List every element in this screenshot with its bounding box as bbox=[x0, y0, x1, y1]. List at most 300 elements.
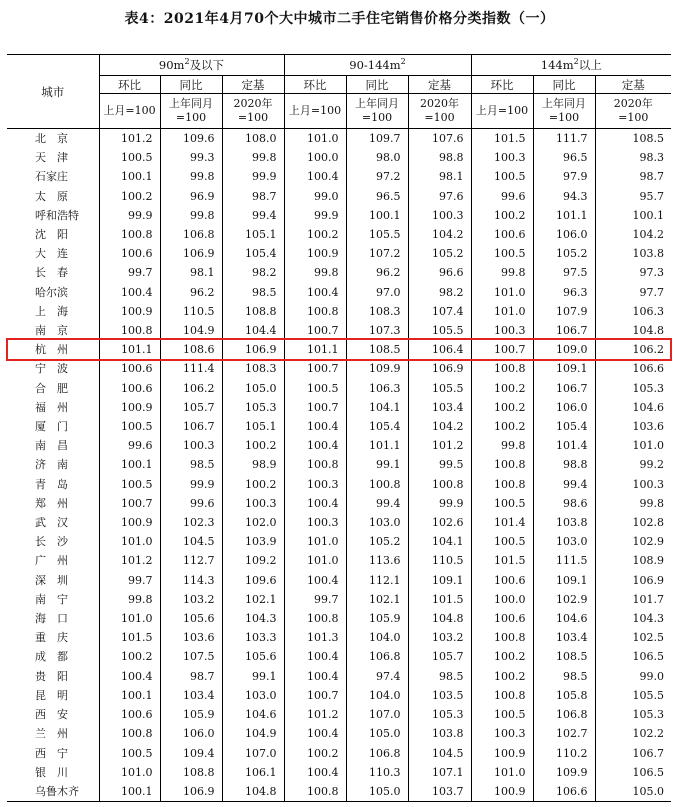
index-value: 98.1 bbox=[160, 263, 222, 282]
index-value: 104.8 bbox=[408, 609, 471, 628]
index-value: 100.4 bbox=[99, 283, 160, 302]
index-value: 101.1 bbox=[346, 436, 408, 455]
index-value: 100.7 bbox=[284, 321, 346, 340]
index-value: 109.2 bbox=[222, 551, 284, 570]
city-name: 郑 州 bbox=[35, 496, 68, 510]
index-value: 106.8 bbox=[346, 647, 408, 666]
table-row bbox=[7, 148, 671, 167]
index-value: 103.3 bbox=[222, 628, 284, 647]
index-value: 101.7 bbox=[595, 590, 671, 609]
city-name: 南 昌 bbox=[35, 439, 68, 453]
index-value: 106.2 bbox=[595, 340, 671, 359]
table-row bbox=[7, 225, 671, 244]
index-value: 100.1 bbox=[99, 782, 160, 802]
index-value: 99.2 bbox=[595, 455, 671, 474]
index-value: 105.4 bbox=[346, 417, 408, 436]
index-value: 105.3 bbox=[222, 398, 284, 417]
index-value: 108.9 bbox=[595, 551, 671, 570]
index-value: 108.0 bbox=[222, 129, 284, 149]
index-value: 100.5 bbox=[99, 475, 160, 494]
index-value: 99.7 bbox=[284, 590, 346, 609]
index-value: 106.5 bbox=[595, 763, 671, 782]
index-value: 105.5 bbox=[346, 225, 408, 244]
index-value: 100.0 bbox=[284, 148, 346, 167]
index-value: 112.1 bbox=[346, 571, 408, 590]
index-value: 106.0 bbox=[160, 724, 222, 743]
base-header-1: 上年同月 =100 bbox=[160, 94, 222, 129]
index-value: 100.5 bbox=[471, 167, 533, 186]
index-value: 101.0 bbox=[471, 283, 533, 302]
index-value: 100.5 bbox=[471, 532, 533, 551]
index-value: 99.1 bbox=[346, 455, 408, 474]
index-value: 99.0 bbox=[595, 667, 671, 686]
index-value: 99.8 bbox=[595, 494, 671, 513]
table-row bbox=[7, 590, 671, 609]
index-value: 105.2 bbox=[408, 244, 471, 263]
index-value: 109.7 bbox=[346, 129, 408, 149]
index-value: 103.6 bbox=[595, 417, 671, 436]
city-name: 武 汉 bbox=[35, 516, 68, 530]
index-value: 102.6 bbox=[408, 513, 471, 532]
index-value: 101.5 bbox=[408, 590, 471, 609]
table-row bbox=[7, 436, 671, 455]
index-value: 101.2 bbox=[284, 705, 346, 724]
index-value: 100.8 bbox=[471, 475, 533, 494]
index-value: 102.9 bbox=[533, 590, 595, 609]
index-value: 101.0 bbox=[471, 763, 533, 782]
index-value: 98.5 bbox=[222, 283, 284, 302]
index-value: 101.1 bbox=[284, 340, 346, 359]
index-value: 104.4 bbox=[222, 321, 284, 340]
index-value: 108.8 bbox=[160, 763, 222, 782]
index-value: 101.1 bbox=[99, 340, 160, 359]
index-value: 100.3 bbox=[284, 475, 346, 494]
index-value: 102.8 bbox=[595, 513, 671, 532]
index-value: 101.2 bbox=[99, 551, 160, 570]
base-header-2: 2020年 =100 bbox=[222, 94, 284, 129]
index-value: 106.6 bbox=[595, 359, 671, 378]
index-value: 100.5 bbox=[471, 705, 533, 724]
index-value: 111.5 bbox=[533, 551, 595, 570]
index-value: 105.3 bbox=[595, 705, 671, 724]
index-value: 107.2 bbox=[346, 244, 408, 263]
index-value: 96.3 bbox=[533, 283, 595, 302]
index-value: 100.3 bbox=[408, 206, 471, 225]
table-row bbox=[7, 513, 671, 532]
city-name: 长 沙 bbox=[35, 535, 68, 549]
index-value: 100.5 bbox=[99, 744, 160, 763]
index-value: 110.5 bbox=[408, 551, 471, 570]
index-value: 100.2 bbox=[222, 475, 284, 494]
table-row bbox=[7, 455, 671, 474]
index-value: 102.5 bbox=[595, 628, 671, 647]
index-value: 109.9 bbox=[346, 359, 408, 378]
index-value: 100.5 bbox=[471, 494, 533, 513]
index-value: 105.1 bbox=[222, 417, 284, 436]
sub-header-1: 同比 bbox=[346, 76, 408, 94]
base-header-0: 上月=100 bbox=[284, 94, 346, 129]
index-value: 98.6 bbox=[533, 494, 595, 513]
index-value: 101.1 bbox=[533, 206, 595, 225]
index-value: 100.9 bbox=[99, 398, 160, 417]
table-row bbox=[7, 782, 671, 802]
table-row bbox=[7, 686, 671, 705]
index-value: 100.1 bbox=[595, 206, 671, 225]
group-header-medium: $90-144m^2$ bbox=[284, 55, 471, 76]
index-value: 105.8 bbox=[533, 686, 595, 705]
index-value: 100.2 bbox=[471, 206, 533, 225]
index-value: 104.2 bbox=[408, 225, 471, 244]
table-row bbox=[7, 263, 671, 282]
index-value: 100.2 bbox=[471, 398, 533, 417]
index-value: 101.0 bbox=[99, 763, 160, 782]
index-value: 100.9 bbox=[99, 302, 160, 321]
index-value: 99.8 bbox=[471, 263, 533, 282]
index-value: 106.9 bbox=[222, 340, 284, 359]
index-value: 105.0 bbox=[222, 379, 284, 398]
table-row bbox=[7, 244, 671, 263]
index-value: 100.4 bbox=[284, 417, 346, 436]
index-value: 102.2 bbox=[595, 724, 671, 743]
index-value: 103.7 bbox=[408, 782, 471, 802]
index-value: 100.7 bbox=[284, 686, 346, 705]
group-header-large: $144m^2$以上 bbox=[471, 55, 671, 76]
index-value: 99.1 bbox=[222, 667, 284, 686]
table-row bbox=[7, 359, 671, 378]
index-value: 106.3 bbox=[346, 379, 408, 398]
table-row bbox=[7, 340, 671, 359]
index-value: 106.9 bbox=[160, 782, 222, 802]
index-value: 103.2 bbox=[160, 590, 222, 609]
index-value: 105.4 bbox=[222, 244, 284, 263]
base-header-2: 2020年 =100 bbox=[595, 94, 671, 129]
index-value: 106.0 bbox=[533, 225, 595, 244]
index-value: 103.9 bbox=[222, 532, 284, 551]
index-value: 104.1 bbox=[408, 532, 471, 551]
index-value: 98.9 bbox=[222, 455, 284, 474]
index-value: 103.8 bbox=[595, 244, 671, 263]
index-value: 98.5 bbox=[408, 667, 471, 686]
sub-header-2: 定基 bbox=[408, 76, 471, 94]
index-value: 103.4 bbox=[408, 398, 471, 417]
index-value: 98.7 bbox=[160, 667, 222, 686]
index-value: 104.1 bbox=[346, 398, 408, 417]
index-value: 100.6 bbox=[99, 359, 160, 378]
index-value: 106.9 bbox=[595, 571, 671, 590]
city-name: 沈 阳 bbox=[35, 228, 68, 242]
index-value: 100.3 bbox=[284, 513, 346, 532]
index-value: 106.0 bbox=[533, 398, 595, 417]
index-value: 102.0 bbox=[222, 513, 284, 532]
index-value: 98.2 bbox=[408, 283, 471, 302]
table-row bbox=[7, 475, 671, 494]
index-value: 105.6 bbox=[222, 647, 284, 666]
index-value: 109.6 bbox=[160, 129, 222, 149]
city-name: 海 口 bbox=[35, 612, 68, 626]
index-value: 108.5 bbox=[595, 129, 671, 149]
sub-header-2: 定基 bbox=[222, 76, 284, 94]
index-value: 101.3 bbox=[284, 628, 346, 647]
index-value: 100.2 bbox=[471, 667, 533, 686]
table-row bbox=[7, 724, 671, 743]
index-value: 97.5 bbox=[533, 263, 595, 282]
index-value: 100.4 bbox=[284, 283, 346, 302]
index-value: 105.7 bbox=[408, 647, 471, 666]
index-value: 100.9 bbox=[99, 513, 160, 532]
index-value: 101.4 bbox=[471, 513, 533, 532]
city-name: 哈尔滨 bbox=[35, 285, 68, 299]
index-value: 98.5 bbox=[160, 455, 222, 474]
base-header-2: 2020年 =100 bbox=[408, 94, 471, 129]
table-row bbox=[7, 609, 671, 628]
index-value: 97.0 bbox=[346, 283, 408, 302]
index-value: 100.8 bbox=[284, 455, 346, 474]
city-name: 合 肥 bbox=[35, 381, 68, 395]
index-value: 100.6 bbox=[99, 705, 160, 724]
city-name: 昆 明 bbox=[35, 688, 68, 702]
index-value: 106.7 bbox=[160, 417, 222, 436]
index-value: 106.8 bbox=[346, 744, 408, 763]
index-value: 100.8 bbox=[471, 686, 533, 705]
index-value: 107.1 bbox=[408, 763, 471, 782]
sub-header-1: 同比 bbox=[533, 76, 595, 94]
index-value: 100.3 bbox=[471, 321, 533, 340]
index-value: 99.8 bbox=[284, 263, 346, 282]
index-value: 109.0 bbox=[533, 340, 595, 359]
index-value: 106.7 bbox=[533, 379, 595, 398]
city-name: 兰 州 bbox=[35, 727, 68, 741]
index-value: 105.9 bbox=[160, 705, 222, 724]
index-value: 108.3 bbox=[222, 359, 284, 378]
index-value: 106.7 bbox=[533, 321, 595, 340]
index-value: 104.6 bbox=[595, 398, 671, 417]
city-name: 石家庄 bbox=[35, 170, 68, 184]
index-value: 103.4 bbox=[160, 686, 222, 705]
index-value: 106.7 bbox=[595, 744, 671, 763]
group-header-small: $90m^2$及以下 bbox=[99, 55, 284, 76]
index-value: 100.3 bbox=[222, 494, 284, 513]
index-value: 99.6 bbox=[160, 494, 222, 513]
sub-header-0: 环比 bbox=[471, 76, 533, 94]
index-value: 105.0 bbox=[346, 782, 408, 802]
index-value: 106.9 bbox=[408, 359, 471, 378]
index-value: 107.0 bbox=[346, 705, 408, 724]
city-name: 杭 州 bbox=[35, 343, 68, 357]
index-value: 109.1 bbox=[533, 571, 595, 590]
table-row bbox=[7, 417, 671, 436]
city-name: 上 海 bbox=[35, 304, 68, 318]
index-value: 96.2 bbox=[160, 283, 222, 302]
index-value: 100.8 bbox=[471, 628, 533, 647]
index-value: 104.0 bbox=[346, 628, 408, 647]
index-value: 100.6 bbox=[99, 379, 160, 398]
index-value: 105.0 bbox=[595, 782, 671, 802]
index-value: 101.0 bbox=[471, 302, 533, 321]
index-value: 109.1 bbox=[533, 359, 595, 378]
index-value: 101.5 bbox=[471, 551, 533, 570]
index-value: 105.7 bbox=[160, 398, 222, 417]
index-value: 106.8 bbox=[533, 705, 595, 724]
index-value: 100.3 bbox=[471, 148, 533, 167]
index-value: 100.2 bbox=[471, 379, 533, 398]
index-value: 94.3 bbox=[533, 187, 595, 206]
city-name: 乌鲁木齐 bbox=[7, 782, 99, 802]
price-index-table bbox=[7, 54, 671, 802]
city-name: 贵 阳 bbox=[35, 669, 68, 683]
index-value: 100.3 bbox=[471, 724, 533, 743]
index-value: 96.9 bbox=[160, 187, 222, 206]
index-value: 106.2 bbox=[160, 379, 222, 398]
index-value: 103.0 bbox=[222, 686, 284, 705]
index-value: 98.8 bbox=[533, 455, 595, 474]
index-value: 104.5 bbox=[160, 532, 222, 551]
index-value: 99.4 bbox=[346, 494, 408, 513]
table-row bbox=[7, 129, 671, 149]
index-value: 97.3 bbox=[595, 263, 671, 282]
index-value: 100.1 bbox=[99, 167, 160, 186]
index-value: 100.9 bbox=[471, 782, 533, 802]
base-header-0: 上月=100 bbox=[471, 94, 533, 129]
index-value: 99.4 bbox=[533, 475, 595, 494]
index-value: 104.8 bbox=[595, 321, 671, 340]
index-value: 105.4 bbox=[533, 417, 595, 436]
table-row bbox=[7, 321, 671, 340]
index-value: 99.9 bbox=[408, 494, 471, 513]
table-row bbox=[7, 206, 671, 225]
index-value: 103.5 bbox=[408, 686, 471, 705]
index-value: 100.1 bbox=[99, 455, 160, 474]
index-value: 99.7 bbox=[99, 571, 160, 590]
index-value: 100.6 bbox=[471, 571, 533, 590]
index-value: 100.5 bbox=[99, 417, 160, 436]
index-value: 100.4 bbox=[284, 436, 346, 455]
index-value: 105.5 bbox=[595, 686, 671, 705]
sub-header-2: 定基 bbox=[595, 76, 671, 94]
index-value: 100.6 bbox=[471, 225, 533, 244]
index-value: 100.4 bbox=[284, 167, 346, 186]
index-value: 100.8 bbox=[284, 609, 346, 628]
index-value: 112.7 bbox=[160, 551, 222, 570]
index-value: 98.7 bbox=[595, 167, 671, 186]
index-value: 105.9 bbox=[346, 609, 408, 628]
index-value: 104.9 bbox=[160, 321, 222, 340]
index-value: 101.2 bbox=[99, 129, 160, 149]
index-value: 101.0 bbox=[99, 609, 160, 628]
city-name: 广 州 bbox=[35, 554, 68, 568]
city-name: 重 庆 bbox=[35, 631, 68, 645]
index-value: 100.0 bbox=[471, 590, 533, 609]
index-value: 99.9 bbox=[99, 206, 160, 225]
table-row bbox=[7, 379, 671, 398]
index-value: 96.6 bbox=[408, 263, 471, 282]
index-value: 106.6 bbox=[533, 782, 595, 802]
index-value: 111.7 bbox=[533, 129, 595, 149]
index-value: 99.8 bbox=[222, 148, 284, 167]
index-value: 100.8 bbox=[99, 321, 160, 340]
city-name: 北 京 bbox=[35, 132, 68, 145]
index-value: 105.2 bbox=[533, 244, 595, 263]
index-value: 106.1 bbox=[222, 763, 284, 782]
index-value: 103.8 bbox=[408, 724, 471, 743]
index-value: 104.2 bbox=[595, 225, 671, 244]
city-name: 厦 门 bbox=[35, 420, 68, 434]
index-value: 100.1 bbox=[99, 686, 160, 705]
index-value: 106.5 bbox=[595, 647, 671, 666]
index-value: 100.6 bbox=[471, 609, 533, 628]
table-row bbox=[7, 667, 671, 686]
sub-header-1: 同比 bbox=[160, 76, 222, 94]
city-name: 南 宁 bbox=[35, 592, 68, 606]
table-row bbox=[7, 187, 671, 206]
index-value: 97.2 bbox=[346, 167, 408, 186]
base-header-0: 上月=100 bbox=[99, 94, 160, 129]
index-value: 98.7 bbox=[222, 187, 284, 206]
index-value: 107.6 bbox=[408, 129, 471, 149]
table-row bbox=[7, 551, 671, 570]
index-value: 108.3 bbox=[346, 302, 408, 321]
city-name: 天 津 bbox=[35, 151, 68, 165]
city-column-header: 城市 bbox=[7, 55, 99, 129]
table-row bbox=[7, 647, 671, 666]
index-value: 101.0 bbox=[284, 532, 346, 551]
index-value: 107.9 bbox=[533, 302, 595, 321]
index-value: 106.8 bbox=[160, 225, 222, 244]
index-value: 102.3 bbox=[160, 513, 222, 532]
index-value: 105.3 bbox=[408, 705, 471, 724]
index-value: 100.1 bbox=[346, 206, 408, 225]
index-value: 108.8 bbox=[222, 302, 284, 321]
index-value: 110.5 bbox=[160, 302, 222, 321]
index-value: 100.4 bbox=[284, 724, 346, 743]
index-value: 101.2 bbox=[408, 436, 471, 455]
city-name: 大 连 bbox=[35, 247, 68, 261]
index-value: 98.2 bbox=[222, 263, 284, 282]
index-value: 105.3 bbox=[595, 379, 671, 398]
index-value: 100.4 bbox=[284, 571, 346, 590]
index-value: 104.8 bbox=[222, 782, 284, 802]
index-value: 109.4 bbox=[160, 744, 222, 763]
sub-header-0: 环比 bbox=[284, 76, 346, 94]
index-value: 106.4 bbox=[408, 340, 471, 359]
city-name: 西 宁 bbox=[35, 746, 68, 760]
index-value: 99.6 bbox=[471, 187, 533, 206]
city-name: 济 南 bbox=[35, 458, 68, 472]
index-value: 98.0 bbox=[346, 148, 408, 167]
index-value: 100.7 bbox=[284, 359, 346, 378]
index-value: 110.3 bbox=[346, 763, 408, 782]
index-value: 99.6 bbox=[99, 436, 160, 455]
index-value: 100.5 bbox=[471, 244, 533, 263]
index-value: 102.7 bbox=[533, 724, 595, 743]
index-value: 104.2 bbox=[408, 417, 471, 436]
index-value: 105.1 bbox=[222, 225, 284, 244]
index-value: 100.8 bbox=[284, 782, 346, 802]
index-value: 99.8 bbox=[99, 590, 160, 609]
index-value: 102.1 bbox=[222, 590, 284, 609]
index-value: 100.4 bbox=[284, 763, 346, 782]
index-value: 104.6 bbox=[533, 609, 595, 628]
index-value: 104.3 bbox=[222, 609, 284, 628]
table-row bbox=[7, 571, 671, 590]
index-value: 101.0 bbox=[284, 129, 346, 149]
index-value: 95.7 bbox=[595, 187, 671, 206]
index-value: 98.3 bbox=[595, 148, 671, 167]
index-value: 103.0 bbox=[346, 513, 408, 532]
index-value: 101.0 bbox=[595, 436, 671, 455]
index-value: 100.8 bbox=[471, 359, 533, 378]
table-row bbox=[7, 167, 671, 186]
table-row bbox=[7, 763, 671, 782]
